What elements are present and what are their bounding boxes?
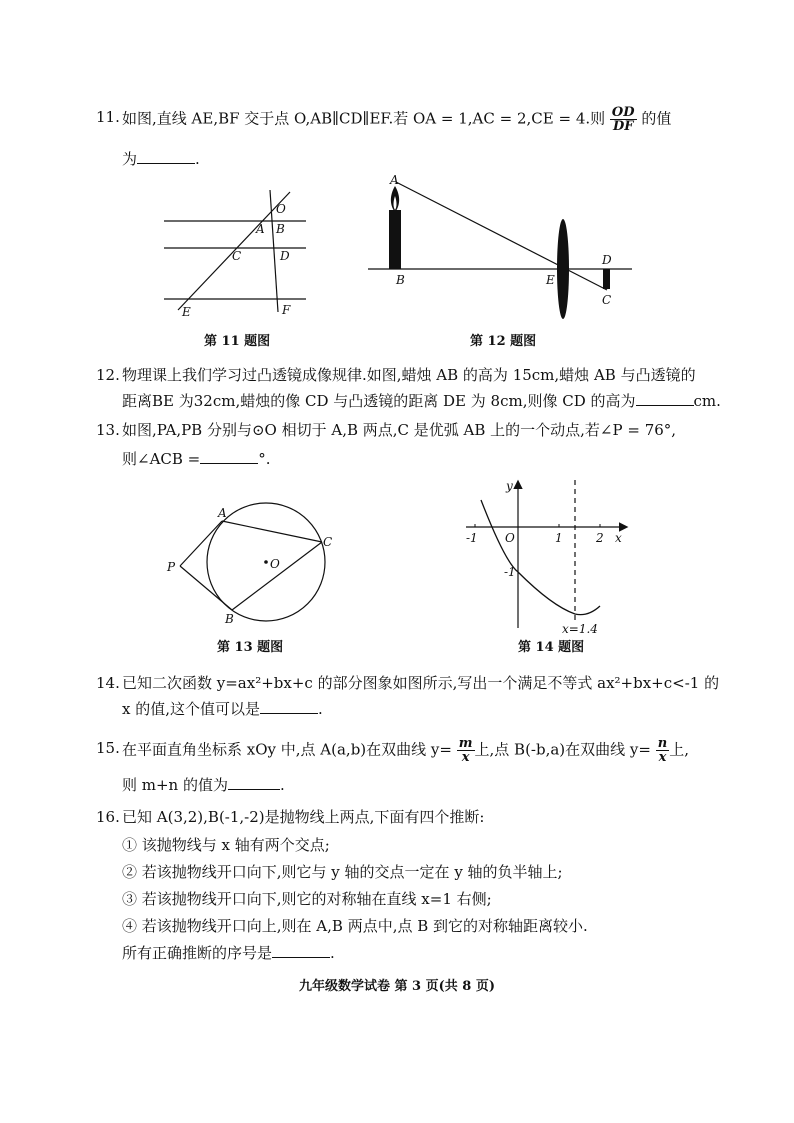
question-14-line-1: 已知二次函数 y=ax²+bx+c 的部分图象如图所示,写出一个满足不等式 ax²+bx+c<-1 的 [122, 674, 720, 692]
candle [389, 186, 401, 269]
candle-image [603, 269, 610, 289]
question-16-line-1: 已知 A(3,2),B(-1,-2)是抛物线上两点,下面有四个推断: [122, 808, 485, 826]
question-12-text-a: 距离BE 为32cm,蜡烛的像 CD 与凸透镜的距离 DE 为 8cm,则像 CD 的高为 [122, 392, 636, 410]
tangent-pa [180, 521, 222, 566]
figure-13 [160, 500, 350, 625]
answer-blank-11[interactable] [137, 149, 195, 164]
question-16-item-2: ② 若该抛物线开口向下,则它与 y 轴的交点一定在 y 轴的负半轴上; [122, 863, 563, 881]
parabola-curve [481, 500, 600, 615]
label-b: B [225, 612, 234, 626]
tick-2: 2 [596, 531, 604, 545]
label-b: B [276, 222, 285, 236]
label-y: y [506, 479, 513, 493]
question-16-item-3: ③ 若该抛物线开口向下,则它的对称轴在直线 x=1 右侧; [122, 890, 492, 908]
y-intercept-label: -1 [504, 565, 516, 579]
question-11-line-1 [122, 106, 671, 133]
answer-blank-12[interactable] [636, 391, 694, 406]
caption-13: 第 13 题图 [217, 640, 284, 655]
label-a: A [218, 506, 227, 520]
label-f: F [282, 303, 291, 317]
center-dot [264, 560, 268, 564]
convex-lens [557, 219, 569, 319]
label-p: P [167, 560, 176, 574]
question-11-text-c: 为 [122, 150, 138, 168]
tangent-pb [180, 566, 232, 610]
question-11-text-b: 的值 [641, 109, 672, 128]
answer-blank-14[interactable] [260, 699, 318, 714]
label-a: A [256, 222, 265, 236]
figure-14 [462, 476, 632, 636]
question-16-number: 16. [96, 808, 120, 826]
question-15-number: 15. [96, 739, 120, 757]
label-b: B [396, 273, 405, 287]
page-footer: 九年级数学试卷 第 3 页(共 8 页) [298, 979, 496, 994]
label-origin: O [505, 531, 515, 545]
figure-11 [160, 186, 310, 318]
question-16-item-1: ① 该抛物线与 x 轴有两个交点; [122, 836, 330, 854]
label-o: O [270, 557, 280, 571]
tick-1: 1 [555, 531, 563, 545]
question-16-text-a: 所有正确推断的序号是 [122, 944, 273, 962]
label-c: C [232, 249, 242, 263]
question-12-line-2 [122, 390, 721, 412]
question-15-text-d: 则 m+n 的值为 [122, 776, 228, 794]
label-e: E [546, 273, 555, 287]
fraction-numerator: m [458, 736, 473, 751]
label-c: C [323, 535, 333, 549]
question-12-line-1: 物理课上我们学习过凸透镜成像规律.如图,蜡烛 AB 的高为 15cm,蜡烛 AB 与凸透镜的 [122, 366, 696, 384]
label-o: O [276, 202, 286, 216]
symmetry-axis-label: x=1.4 [562, 622, 598, 636]
caption-12: 第 12 题图 [470, 334, 537, 349]
figure-12 [360, 172, 640, 312]
question-11-text-a: 如图,直线 AE,BF 交于点 O,AB∥CD∥EF.若 OA = 1,AC = 2,CE = 4.则 [122, 109, 606, 128]
ray-a-to-c [396, 182, 607, 290]
question-16-last-line [122, 942, 335, 964]
question-15-text-e: . [280, 776, 285, 794]
question-15-text-a: 在平面直角坐标系 xOy 中,点 A(a,b)在双曲线 y= [122, 740, 452, 759]
answer-blank-13[interactable] [200, 449, 258, 464]
chord-ac [222, 521, 322, 542]
fraction-numerator: OD [611, 105, 635, 120]
label-e: E [182, 305, 191, 319]
question-11-fraction [610, 106, 637, 133]
question-15-text-b: 上,点 B(-b,a)在双曲线 y= [474, 740, 651, 759]
question-13-number: 13. [96, 421, 120, 439]
question-13-text-a: 则∠ACB = [122, 450, 201, 468]
question-15-line-1 [122, 737, 689, 764]
caption-11: 第 11 题图 [204, 334, 271, 349]
question-14-text-b: . [318, 700, 323, 718]
question-14-number: 14. [96, 674, 120, 692]
fraction-numerator: n [657, 736, 668, 751]
answer-blank-16[interactable] [272, 943, 330, 958]
question-16-item-4: ④ 若该抛物线开口向上,则在 A,B 两点中,点 B 到它的对称轴距离较小. [122, 917, 588, 935]
fraction-m-over-x [457, 737, 475, 764]
question-12-number: 12. [96, 366, 120, 384]
question-13-text-b: °. [258, 450, 271, 468]
fraction-denominator: x [461, 750, 470, 765]
fraction-denominator: DF [612, 119, 634, 134]
question-15-line-2 [122, 774, 285, 796]
label-d: D [602, 253, 612, 267]
question-11-number: 11. [96, 108, 120, 126]
caption-14: 第 14 题图 [518, 640, 585, 655]
label-x: x [615, 531, 622, 545]
tick-minus-1: -1 [466, 531, 478, 545]
question-11-end: . [195, 150, 200, 168]
question-13-line-1: 如图,PA,PB 分别与⊙O 相切于 A,B 两点,C 是优弧 AB 上的一个动点,若∠P = 76°, [122, 421, 677, 439]
label-d: D [280, 249, 290, 263]
fraction-n-over-x [656, 737, 669, 764]
label-a: A [390, 173, 399, 187]
question-12-text-b: cm. [693, 392, 721, 410]
answer-blank-15[interactable] [228, 775, 280, 790]
label-c: C [602, 293, 612, 307]
question-13-line-2 [122, 448, 271, 470]
question-14-text-a: x 的值,这个值可以是 [122, 700, 260, 718]
question-14-line-2 [122, 698, 323, 720]
question-11-line-2 [122, 148, 200, 170]
chord-bc [232, 542, 322, 610]
fraction-denominator: x [658, 750, 667, 765]
question-15-text-c: 上, [669, 740, 689, 759]
question-16-text-b: . [330, 944, 335, 962]
